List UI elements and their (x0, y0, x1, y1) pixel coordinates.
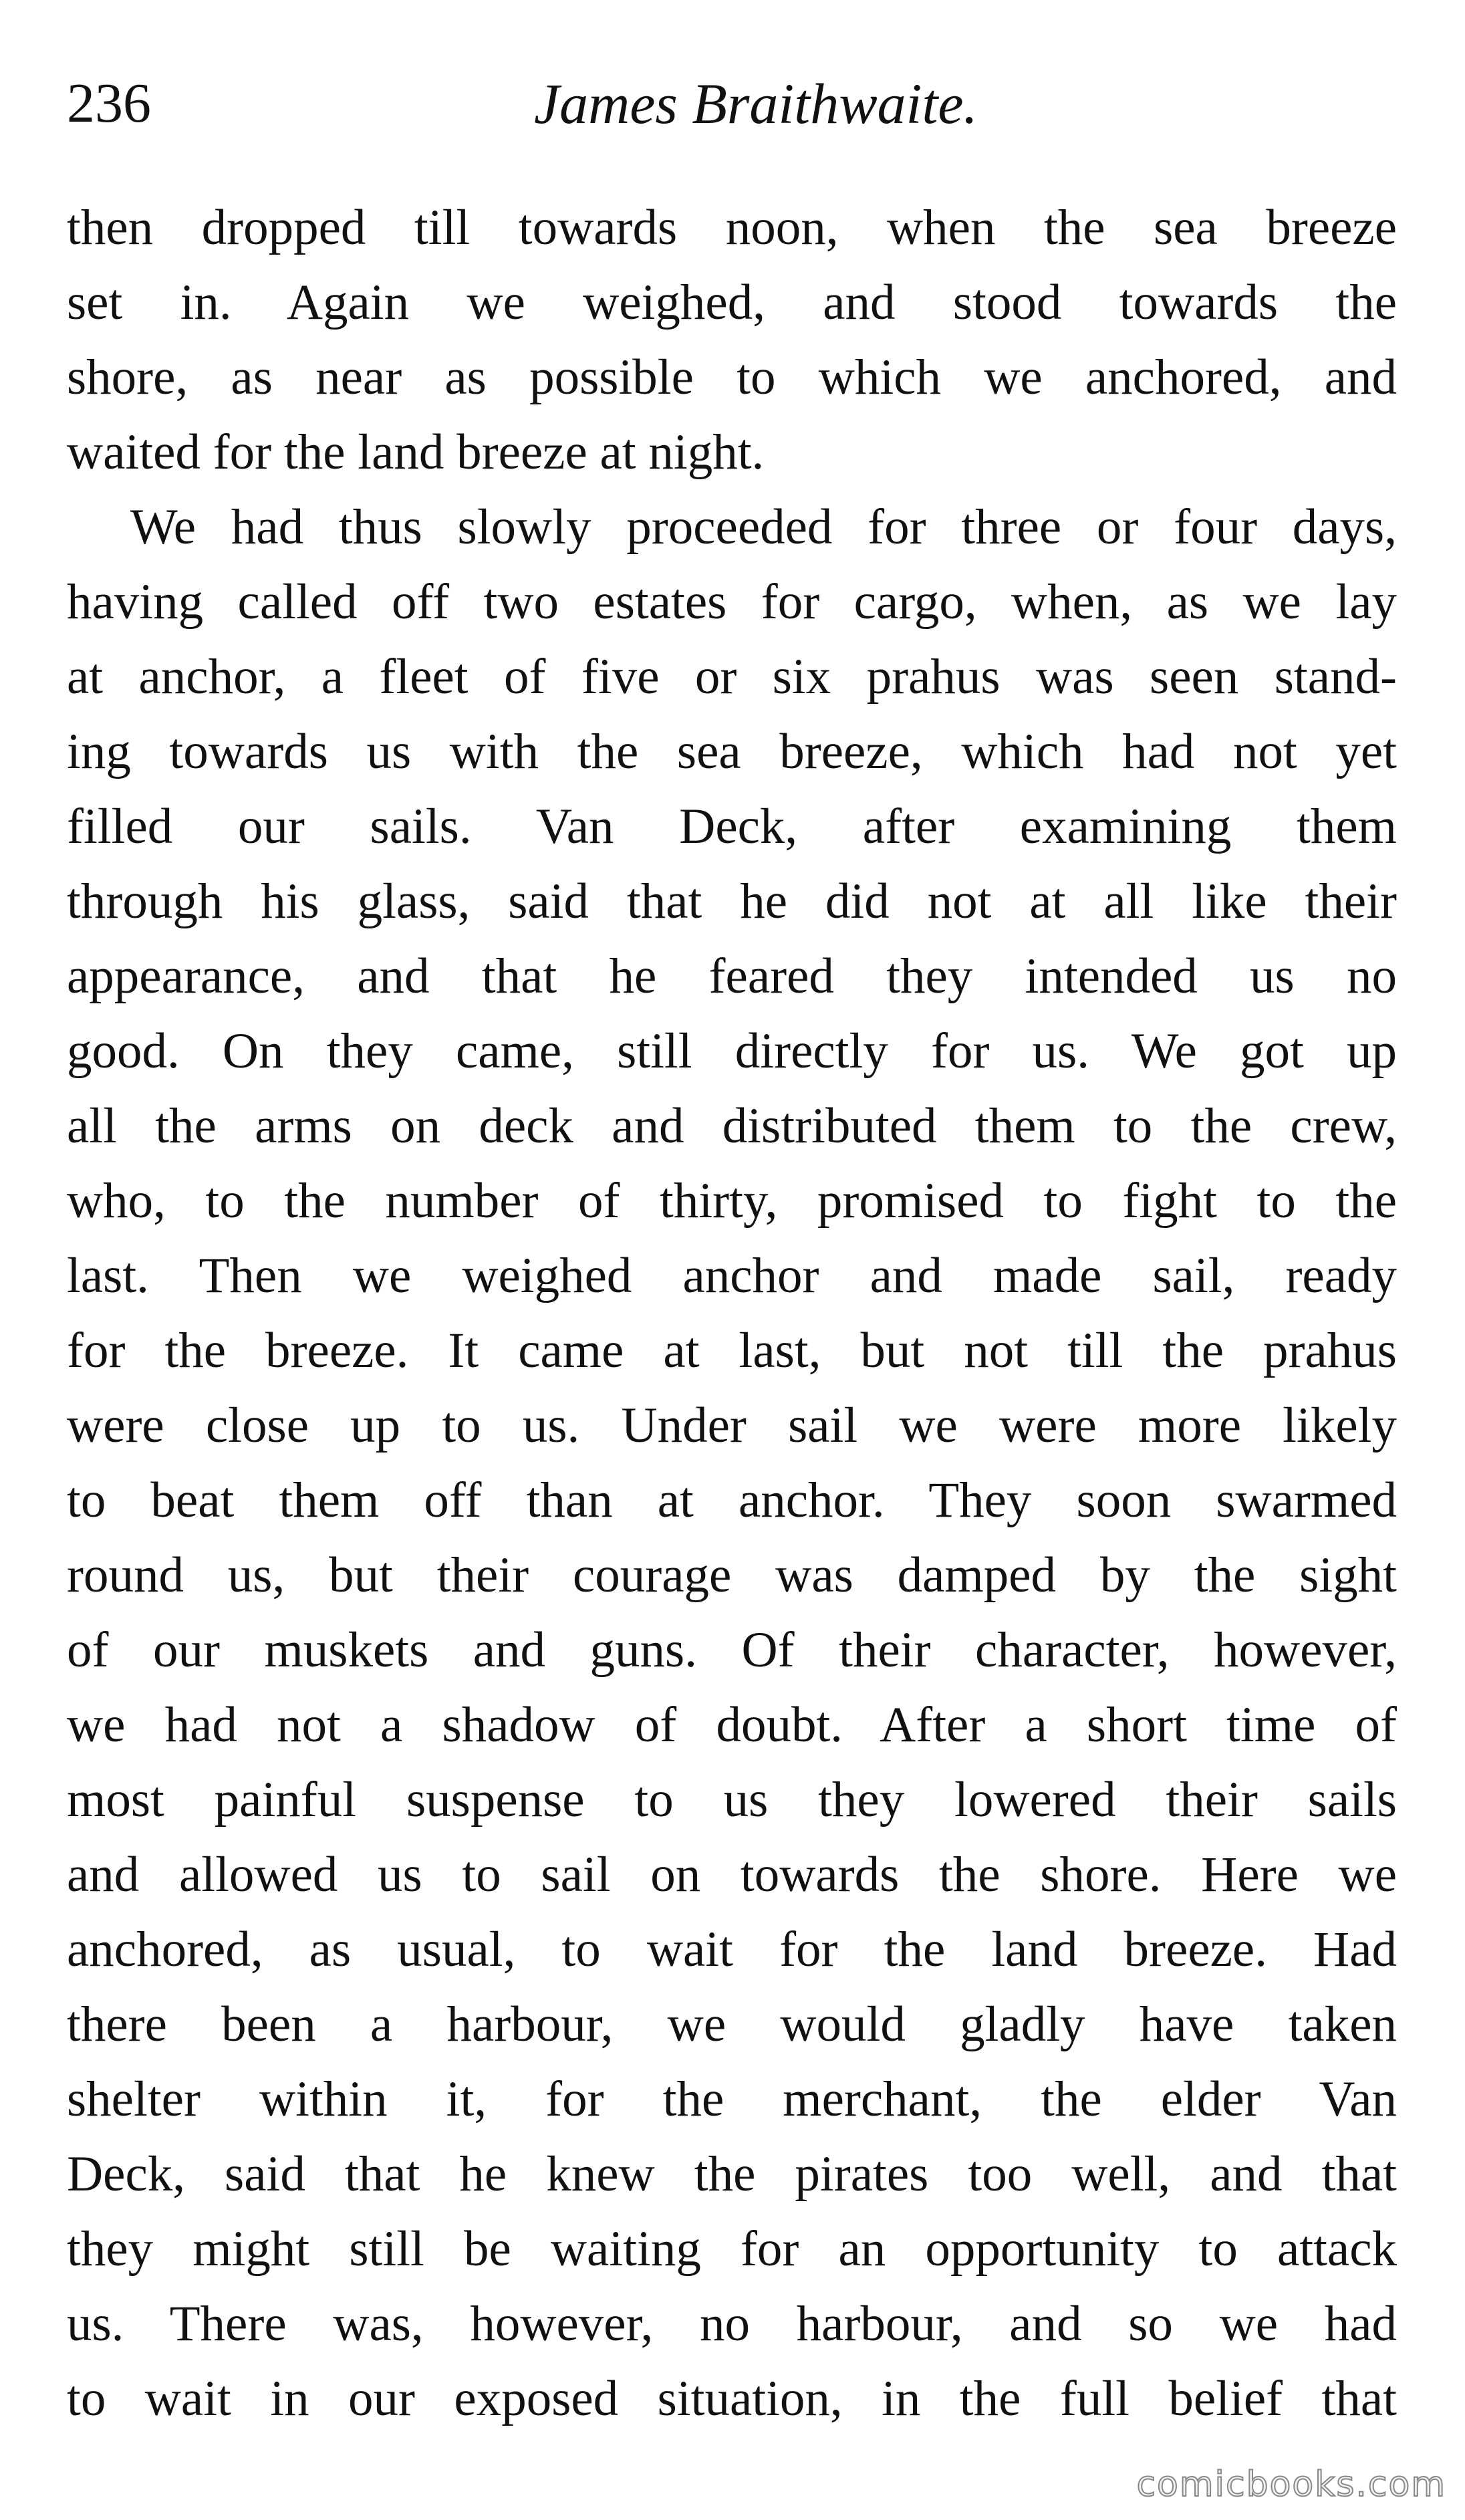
paragraph (67, 191, 1397, 490)
text-line: at anchor, a fleet of five or six prahus was seen stand- (67, 649, 1397, 705)
text-line: to wait in our exposed situation, in the full belief that (67, 2371, 1397, 2426)
text-line: for the breeze. It came at last, but not till the prahus (67, 1323, 1397, 1378)
body-text (67, 191, 1397, 2436)
text-line: were close up to us. Under sail we were more likely (67, 1398, 1397, 1453)
text-line: good. On they came, still directly for us. We got up (67, 1023, 1397, 1079)
text-line: anchored, as usual, to wait for the land breeze. Had (67, 1922, 1397, 1977)
text-line: last. Then we weighed anchor and made sail, ready (67, 1248, 1397, 1303)
watermark: comicbooks.com (1136, 2465, 1446, 2505)
text-line: we had not a shadow of doubt. After a short time of (67, 1697, 1397, 1753)
text-line: all the arms on deck and distributed them to the crew, (67, 1098, 1397, 1154)
text-line: they might still be waiting for an opportunity to attack (67, 2221, 1397, 2277)
text-line: then dropped till towards noon, when the sea breeze (67, 200, 1397, 255)
text-line: Deck, said that he knew the pirates too well, and that (67, 2146, 1397, 2202)
text-line: filled our sails. Van Deck, after examining them (67, 799, 1397, 854)
page-number: 236 (67, 72, 151, 134)
text-line: set in. Again we weighed, and stood towards the (67, 275, 1397, 330)
text-line: ing towards us with the sea breeze, which had not yet (67, 724, 1397, 779)
running-title: James Braithwaite. (533, 72, 978, 136)
text-line: round us, but their courage was damped by the sight (67, 1547, 1397, 1603)
text-line: us. There was, however, no harbour, and so we had (67, 2296, 1397, 2352)
text-line: We had thus slowly proceeded for three or four days, (130, 499, 1397, 555)
text-line: waited for the land breeze at night. (67, 424, 765, 480)
text-line: appearance, and that he feared they intended us no (67, 949, 1397, 1004)
text-line: to beat them off than at anchor. They soon swarmed (67, 1473, 1397, 1528)
text-line: who, to the number of thirty, promised to fight to the (67, 1173, 1397, 1229)
text-line: most painful suspense to us they lowered their sails (67, 1772, 1397, 1828)
text-line: shore, as near as possible to which we anchored, and (67, 350, 1397, 405)
text-line: through his glass, said that he did not at all like their (67, 874, 1397, 929)
text-line: there been a harbour, we would gladly have taken (67, 1997, 1397, 2052)
page-header (67, 64, 1405, 144)
paragraph (67, 490, 1397, 2436)
text-line: of our muskets and guns. Of their character, however, (67, 1622, 1397, 1678)
text-line: and allowed us to sail on towards the shore. Here we (67, 1847, 1397, 1902)
text-line: having called off two estates for cargo, when, as we lay (67, 574, 1397, 630)
text-line: shelter within it, for the merchant, the elder Van (67, 2071, 1397, 2127)
